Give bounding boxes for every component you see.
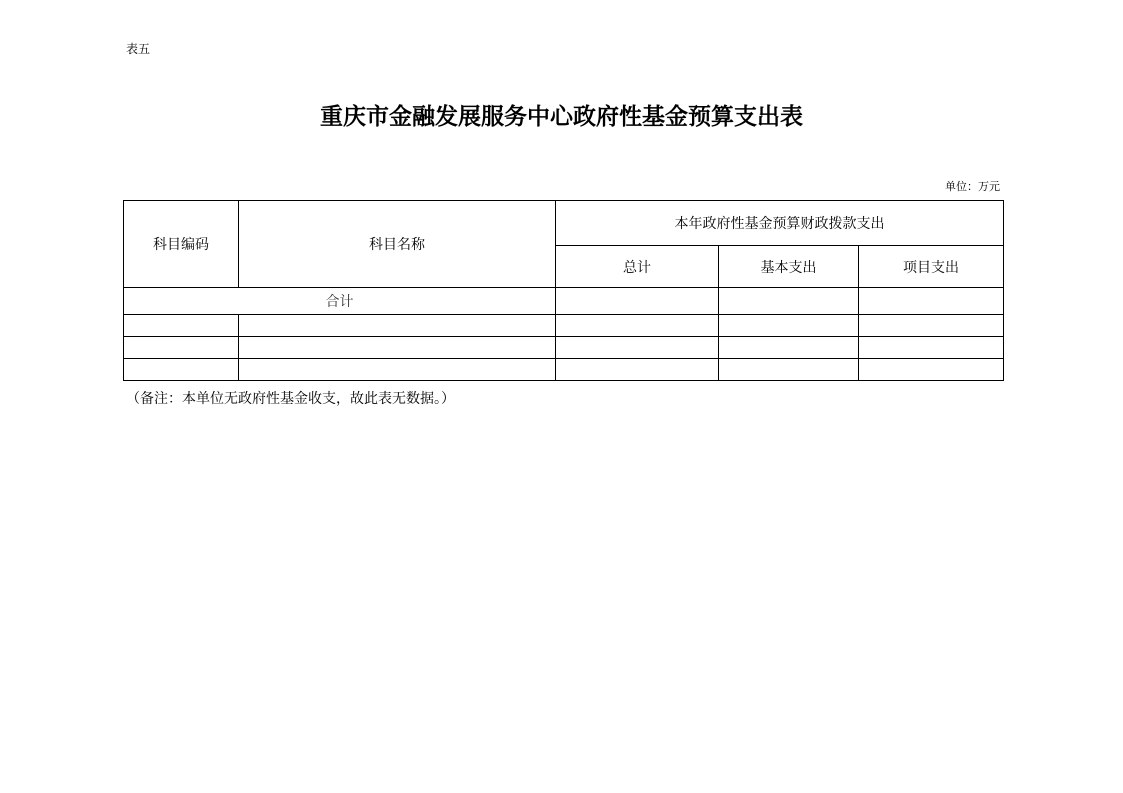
footnote: （备注：本单位无政府性基金收支，故此表无数据。） xyxy=(126,391,455,407)
total-cell xyxy=(719,288,859,315)
table-cell xyxy=(556,315,719,337)
header-project: 项目支出 xyxy=(859,246,1004,288)
total-cell xyxy=(556,288,719,315)
table-cell xyxy=(239,315,556,337)
table-cell xyxy=(859,359,1004,381)
table-row xyxy=(124,337,1004,359)
table-cell xyxy=(719,359,859,381)
table-row xyxy=(124,359,1004,381)
header-basic: 基本支出 xyxy=(719,246,859,288)
budget-table xyxy=(123,200,1004,381)
table-cell xyxy=(124,315,239,337)
table-row xyxy=(124,315,1004,337)
table-cell xyxy=(124,359,239,381)
table-cell xyxy=(239,337,556,359)
unit-label: 单位：万元 xyxy=(945,180,1000,193)
table-cell xyxy=(719,315,859,337)
table-cell xyxy=(124,337,239,359)
header-row-1 xyxy=(124,201,1004,246)
table-cell xyxy=(859,337,1004,359)
page-title: 重庆市金融发展服务中心政府性基金预算支出表 xyxy=(320,103,803,130)
table-cell xyxy=(556,359,719,381)
header-group: 本年政府性基金预算财政拨款支出 xyxy=(556,201,1004,246)
table-number: 表五 xyxy=(126,42,151,56)
table-cell xyxy=(719,337,859,359)
header-code: 科目编码 xyxy=(124,201,239,288)
header-total: 总计 xyxy=(556,246,719,288)
header-name: 科目名称 xyxy=(239,201,556,288)
total-cell xyxy=(859,288,1004,315)
table-cell xyxy=(859,315,1004,337)
total-label: 合计 xyxy=(124,288,556,315)
table-cell xyxy=(239,359,556,381)
table-cell xyxy=(556,337,719,359)
total-row xyxy=(124,288,1004,315)
